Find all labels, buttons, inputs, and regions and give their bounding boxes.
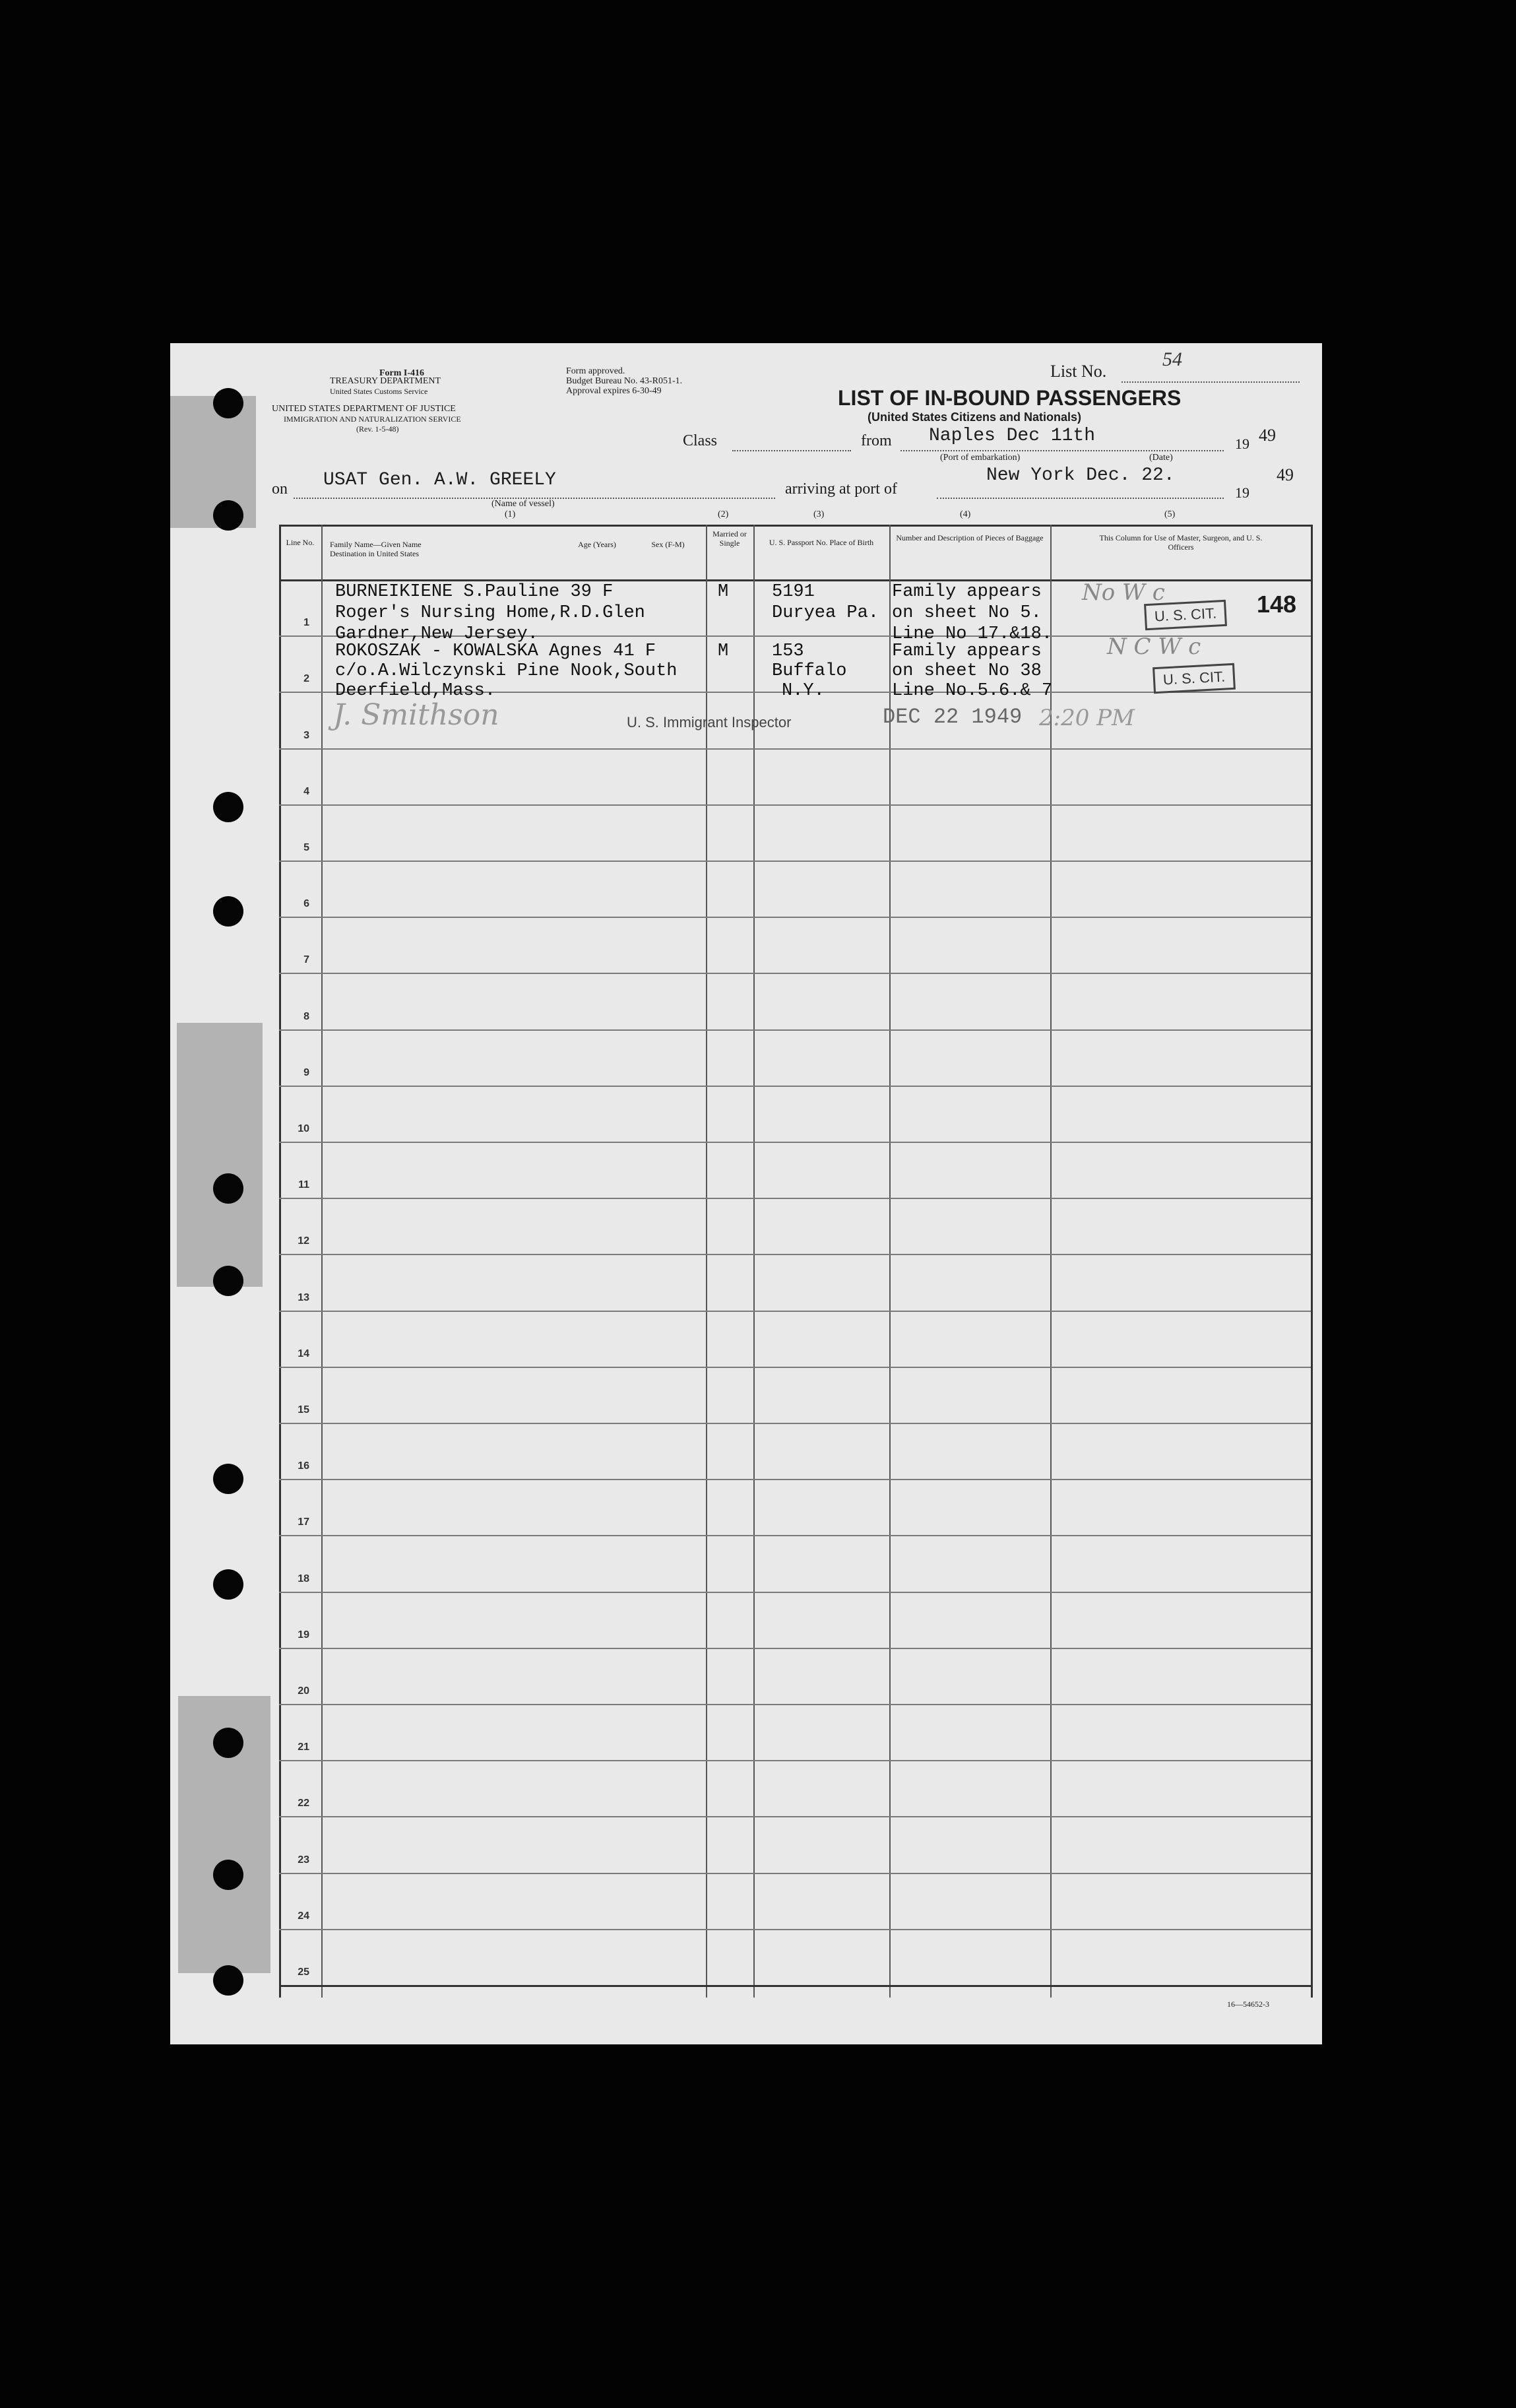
customs-service: United States Customs Service (330, 387, 428, 396)
row-number: 19 (298, 1629, 309, 1641)
entry-2-passport: 153 (772, 641, 804, 661)
row-number: 18 (298, 1573, 309, 1584)
entry-1-passport: 5191 (772, 582, 815, 602)
entry-2-address-line-2: Deerfield,Mass. (335, 681, 496, 701)
port-embark-label: (Port of embarkation) (940, 453, 1021, 463)
col-divider (706, 525, 707, 1998)
row-line (279, 1704, 1311, 1705)
punch-hole (213, 1173, 243, 1204)
row-line (279, 1142, 1311, 1143)
row-number: 9 (303, 1066, 309, 1078)
entry-1-address-line-2: Gardner,New Jersey. (335, 624, 538, 644)
entry-1-address-line: Roger's Nursing Home,R.D.Glen (335, 603, 645, 623)
year2-prefix: 19 (1235, 484, 1249, 501)
form-number: Form I-416 (379, 368, 425, 378)
from-value: Naples Dec 11th (929, 426, 1096, 446)
punch-hole (213, 896, 243, 927)
on-label: on (272, 480, 288, 498)
page-subtitle: (United States Citizens and Nationals) (868, 410, 1082, 424)
treasury-dept: TREASURY DEPARTMENT (330, 376, 441, 386)
row-number: 11 (298, 1179, 309, 1191)
tape-strip (177, 1023, 263, 1287)
punch-hole (213, 500, 243, 531)
header-passport: U. S. Passport No. Place of Birth (769, 538, 874, 547)
row-line (279, 1648, 1311, 1649)
date-label: (Date) (1149, 453, 1173, 463)
row-line (279, 1198, 1311, 1199)
inspector-label: U. S. Immigrant Inspector (627, 714, 792, 731)
col-divider (321, 525, 323, 1998)
punch-hole (213, 1464, 243, 1494)
header-baggage: Number and Description of Pieces of Baggage (896, 533, 1044, 542)
approval-expires: Approval expires 6-30-49 (566, 386, 662, 396)
row-line (279, 1479, 1311, 1480)
footer-code: 16—54652-3 (1227, 2000, 1269, 2009)
row-line (279, 1367, 1311, 1368)
row-number: 17 (298, 1516, 309, 1528)
entry-1-baggage-1: Family appears (892, 582, 1042, 602)
arrival-port: New York Dec. 22. (986, 465, 1175, 486)
punch-hole (213, 792, 243, 822)
row-line (279, 1816, 1311, 1817)
row-line (279, 1029, 1311, 1031)
page-title: LIST OF IN-BOUND PASSENGERS (838, 386, 1182, 410)
row-number: 7 (303, 954, 309, 966)
row-line (279, 917, 1311, 918)
row-number: 25 (298, 1967, 309, 1978)
row-number: 22 (298, 1798, 309, 1809)
entry-1-name-line: BURNEIKIENE S.Pauline 39 F (335, 582, 614, 602)
row-number: 2 (303, 673, 309, 685)
ins-service: IMMIGRATION AND NATURALIZATION SERVICE (284, 414, 461, 424)
row-number: 13 (298, 1291, 309, 1303)
header-married: Married or Single (712, 529, 747, 548)
entry-2-baggage-3: Line No.5.6.& 7 (892, 681, 1053, 701)
budget-bureau: Budget Bureau No. 43-R051-1. (566, 376, 683, 386)
col-divider (753, 525, 755, 1998)
list-no-line (1121, 381, 1300, 383)
punch-hole (213, 388, 243, 418)
entry-2-name-line: ROKOSZAK - KOWALSKA Agnes 41 F (335, 641, 656, 661)
row-number: 8 (303, 1010, 309, 1022)
header-sex: Sex (F-M) (651, 540, 685, 549)
inspector-signature: J. Smithson (333, 698, 499, 732)
col-num-3: (3) (813, 509, 825, 519)
header-family-name: Family Name—Given Name (330, 540, 422, 549)
form-approved: Form approved. (566, 366, 625, 376)
class-line (732, 450, 851, 451)
col-num-1: (1) (505, 509, 516, 519)
row-number: 16 (298, 1460, 309, 1472)
row-line (279, 1873, 1311, 1874)
header-officers: This Column for Use of Master, Surgeon, and U. S. Officers (1099, 533, 1263, 552)
entry-2-baggage-1: Family appears (892, 641, 1042, 661)
entry-1-pencil-note: No W c (1082, 579, 1165, 606)
col-num-5: (5) (1164, 509, 1176, 519)
table-left-border (279, 525, 281, 1998)
justice-dept: UNITED STATES DEPARTMENT OF JUSTICE (272, 404, 456, 414)
row-line (279, 1086, 1311, 1087)
revision: (Rev. 1-5-48) (356, 424, 399, 434)
row-line (279, 1423, 1311, 1424)
entry-2-address-line: c/o.A.Wilczynski Pine Nook,South (335, 661, 678, 681)
header-line-no: Line No. (286, 538, 315, 547)
col-divider (1050, 525, 1052, 1998)
entry-1-birthplace: Duryea Pa. (772, 603, 879, 623)
vessel-label: (Name of vessel) (491, 499, 555, 509)
from-line (900, 450, 1224, 451)
list-no-label: List No. (1050, 362, 1107, 381)
vessel-name: USAT Gen. A.W. GREELY (323, 470, 556, 490)
punch-hole (213, 1266, 243, 1296)
row-number: 24 (298, 1910, 309, 1922)
arriving-label: arriving at port of (785, 480, 897, 498)
year-value: 49 (1259, 426, 1276, 445)
row-number: 10 (298, 1123, 309, 1134)
entry-2-birthplace: Buffalo (772, 661, 847, 681)
entry-2-baggage-2: on sheet No 38 (892, 661, 1042, 681)
col-num-4: (4) (960, 509, 971, 519)
punch-hole (213, 1965, 243, 1996)
col-num-2: (2) (718, 509, 729, 519)
col-divider (889, 525, 891, 1998)
header-age: Age (Years) (578, 540, 616, 549)
row-line (279, 1592, 1311, 1593)
row-number: 23 (298, 1854, 309, 1866)
class-label: Class (683, 432, 718, 449)
row-line (279, 861, 1311, 862)
row-number: 3 (303, 729, 309, 741)
list-no-value: 54 (1162, 348, 1182, 370)
row-number: 4 (303, 785, 309, 797)
arrival-line (937, 498, 1224, 499)
row-number: 14 (298, 1348, 309, 1359)
row-line (279, 748, 1311, 750)
punch-hole (213, 1860, 243, 1890)
row-line (279, 1760, 1311, 1761)
entry-2-married: M (718, 641, 729, 661)
row-line (279, 804, 1311, 806)
entry-1-number: 148 (1257, 591, 1297, 618)
row-line (279, 1311, 1311, 1312)
inspector-time: 2:20 PM (1039, 705, 1135, 731)
entry-1-baggage-2: on sheet No 5. (892, 603, 1042, 623)
entry-1-married: M (718, 582, 729, 602)
row-number: 5 (303, 842, 309, 853)
tape-strip (170, 396, 256, 528)
year-prefix: 19 (1235, 436, 1249, 452)
row-line (279, 1985, 1311, 1987)
row-line (279, 973, 1311, 974)
row-number: 15 (298, 1404, 309, 1416)
year2-value: 49 (1277, 465, 1294, 484)
row-number: 1 (303, 617, 309, 629)
from-label: from (861, 432, 892, 449)
entry-2-pencil-note: N C W c (1107, 634, 1201, 660)
table-top-border (279, 525, 1311, 527)
header-destination: Destination in United States (330, 549, 419, 558)
row-number: 21 (298, 1741, 309, 1753)
punch-hole (213, 1728, 243, 1758)
punch-hole (213, 1569, 243, 1600)
entry-2-birthplace-2: N.Y. (782, 681, 825, 701)
table-right-border (1311, 525, 1313, 1998)
entry-1-baggage-3: Line No 17.&18. (892, 624, 1053, 644)
row-line (279, 1254, 1311, 1255)
inspector-date-stamp: DEC 22 1949 (883, 705, 1023, 729)
entry-2-citizen-stamp: U. S. CIT. (1153, 663, 1236, 694)
entry-1-citizen-stamp: U. S. CIT. (1144, 600, 1227, 630)
row-line (279, 1929, 1311, 1930)
row-number: 20 (298, 1685, 309, 1697)
row-number: 12 (298, 1235, 309, 1247)
row-line (279, 1535, 1311, 1536)
row-number: 6 (303, 898, 309, 910)
